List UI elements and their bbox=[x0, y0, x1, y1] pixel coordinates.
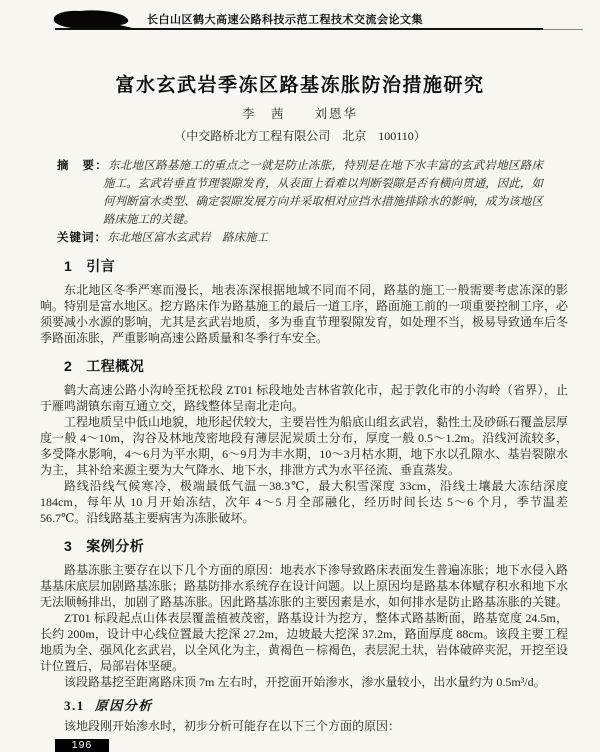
page-header bbox=[0, 0, 600, 31]
abstract-block bbox=[57, 157, 543, 247]
page-number: 196 bbox=[71, 739, 93, 751]
section-heading-case-analysis bbox=[64, 537, 568, 556]
abstract-text: 东北地区路基施工的重点之一就是防止冻胀，特别是在地下水丰富的玄武岩地区路床施工。玄武岩垂直节理裂隙发育，从表面上看难以判断裂隙是否有横向贯通，因此，如何判断富水类型、确定裂隙发展方向并采取相对应挡水措施排除水的影响，成为该地区路床施工的关键。 bbox=[103, 160, 544, 226]
header-booklet-title: 长白山区鹤大高速公路科技示范工程技术交流会论文集 bbox=[147, 14, 423, 26]
subsection-number: 3.1 bbox=[64, 698, 85, 713]
section-title: 工程概况 bbox=[86, 358, 145, 374]
keywords-text: 东北地区富水玄武岩 路床施工 bbox=[107, 232, 268, 244]
section-number: 1 bbox=[64, 258, 73, 274]
paper-body bbox=[40, 257, 568, 734]
paragraph: 鹤大高速公路小沟岭至抚松段 ZT01 标段地处吉林省敦化市，起于敦化市的小沟岭（省界），止于雁鸣湖镇东南互通立交，路线整体呈南北走向。 bbox=[40, 383, 568, 413]
authors: 李 茜 刘恩华 bbox=[241, 107, 358, 121]
keywords-label: 关键词： bbox=[57, 232, 107, 244]
page-number-box bbox=[55, 739, 109, 752]
paragraph: 东北地区冬季严寒而漫长，地表冻深根据地域不同而不同，路基的施工一般需要考虑冻深的影响。特别是富水地区。挖方路床作为路基施工的最后一道工序，路面施工前的一项重要控制工序，必须要减小水源的影响，尤其是玄武岩地质，多为垂直节理裂隙发育，如处理不当，极易导致通车后冬季路面冻胀，严重影响高速公路质量和冬季行车安全。 bbox=[40, 283, 569, 345]
paragraph: 路线沿线气候寒冷，极端最低气温－38.3℃，最大积雪深度 33cm，沿线土壤最大冻结深度 184cm，每年从 10 月开始冻结，次年 4～5 月全部融化，经历时间长达 5～6 个月，季节温差 56.7℃。沿线路基主要病害为冻胀破坏。 bbox=[40, 479, 568, 525]
paragraph: 路基冻胀主要存在以下几个方面的原因：地表水下渗导致路床表面发生普遍冻胀；地下水侵入路基基床底层加剧路基冻胀；路基防排水系统存在设计问题。以上原因均是路基本体赋存积水和地下水无法顺畅排出，加剧了路基冻胀。因此路基冻胀的主要因素是水，如何排水是防止路基冻胀的关键。 bbox=[40, 563, 569, 609]
subsection-heading-cause-analysis bbox=[64, 697, 568, 714]
abstract-paragraph bbox=[57, 157, 543, 229]
section-title: 案例分析 bbox=[86, 538, 145, 554]
subsection-title: 原因分析 bbox=[94, 698, 153, 713]
section-heading-project-overview bbox=[64, 357, 568, 376]
paragraph: 该段路基挖至距离路床顶 7m 左右时，开挖面开始渗水，渗水量较小，出水量约为 0.5m³/d。 bbox=[64, 675, 546, 689]
section-number: 3 bbox=[64, 538, 73, 554]
paper-title: 富水玄武岩季冻区路基冻胀防治措施研究 bbox=[115, 75, 485, 96]
paragraph: 工程地质呈中低山地貌，地形起伏较大，主要岩性为船底山组玄武岩，黏性土及砂砾石覆盖层厚度一般 4～10m，沟谷及林地茂密地段有薄层泥炭质土分布，厚度一般 0.5～1.2m。沿线河流较多，多受降水影响，4～6月为平水期，6～9月为丰水期，10～3月枯水期，地下水以孔隙水、基岩裂隙水为主，其补给来源主要为大气降水、地下水，排泄方式为水平径流、垂直蒸发。 bbox=[40, 415, 569, 477]
paragraph: ZT01 标段起点山体表层覆盖植被茂密，路基设计为挖方，整体式路基断面，路基宽度 24.5m，长约 200m，设计中心线位置最大挖深 27.2m，边坡最大挖深 37.2m，路面厚度 88cm。该段主要工程地质为全、强风化玄武岩，以全风化为主，黄褐色－棕褐色，表层泥土状，岩体破碎夹泥，开挖至设计位置后，局部岩体坚硬。 bbox=[40, 611, 569, 673]
abstract-label: 摘 要： bbox=[57, 160, 109, 172]
section-title: 引言 bbox=[86, 258, 116, 274]
header-rule bbox=[55, 28, 543, 30]
keywords-line bbox=[57, 229, 543, 247]
affiliation: （中交路桥北方工程有限公司 北京 100110） bbox=[174, 129, 426, 143]
section-heading-introduction bbox=[64, 257, 568, 276]
paragraph: 该地段刚开始渗水时，初步分析可能存在以下三个方面的原因： bbox=[64, 719, 401, 733]
section-number: 2 bbox=[64, 358, 73, 374]
